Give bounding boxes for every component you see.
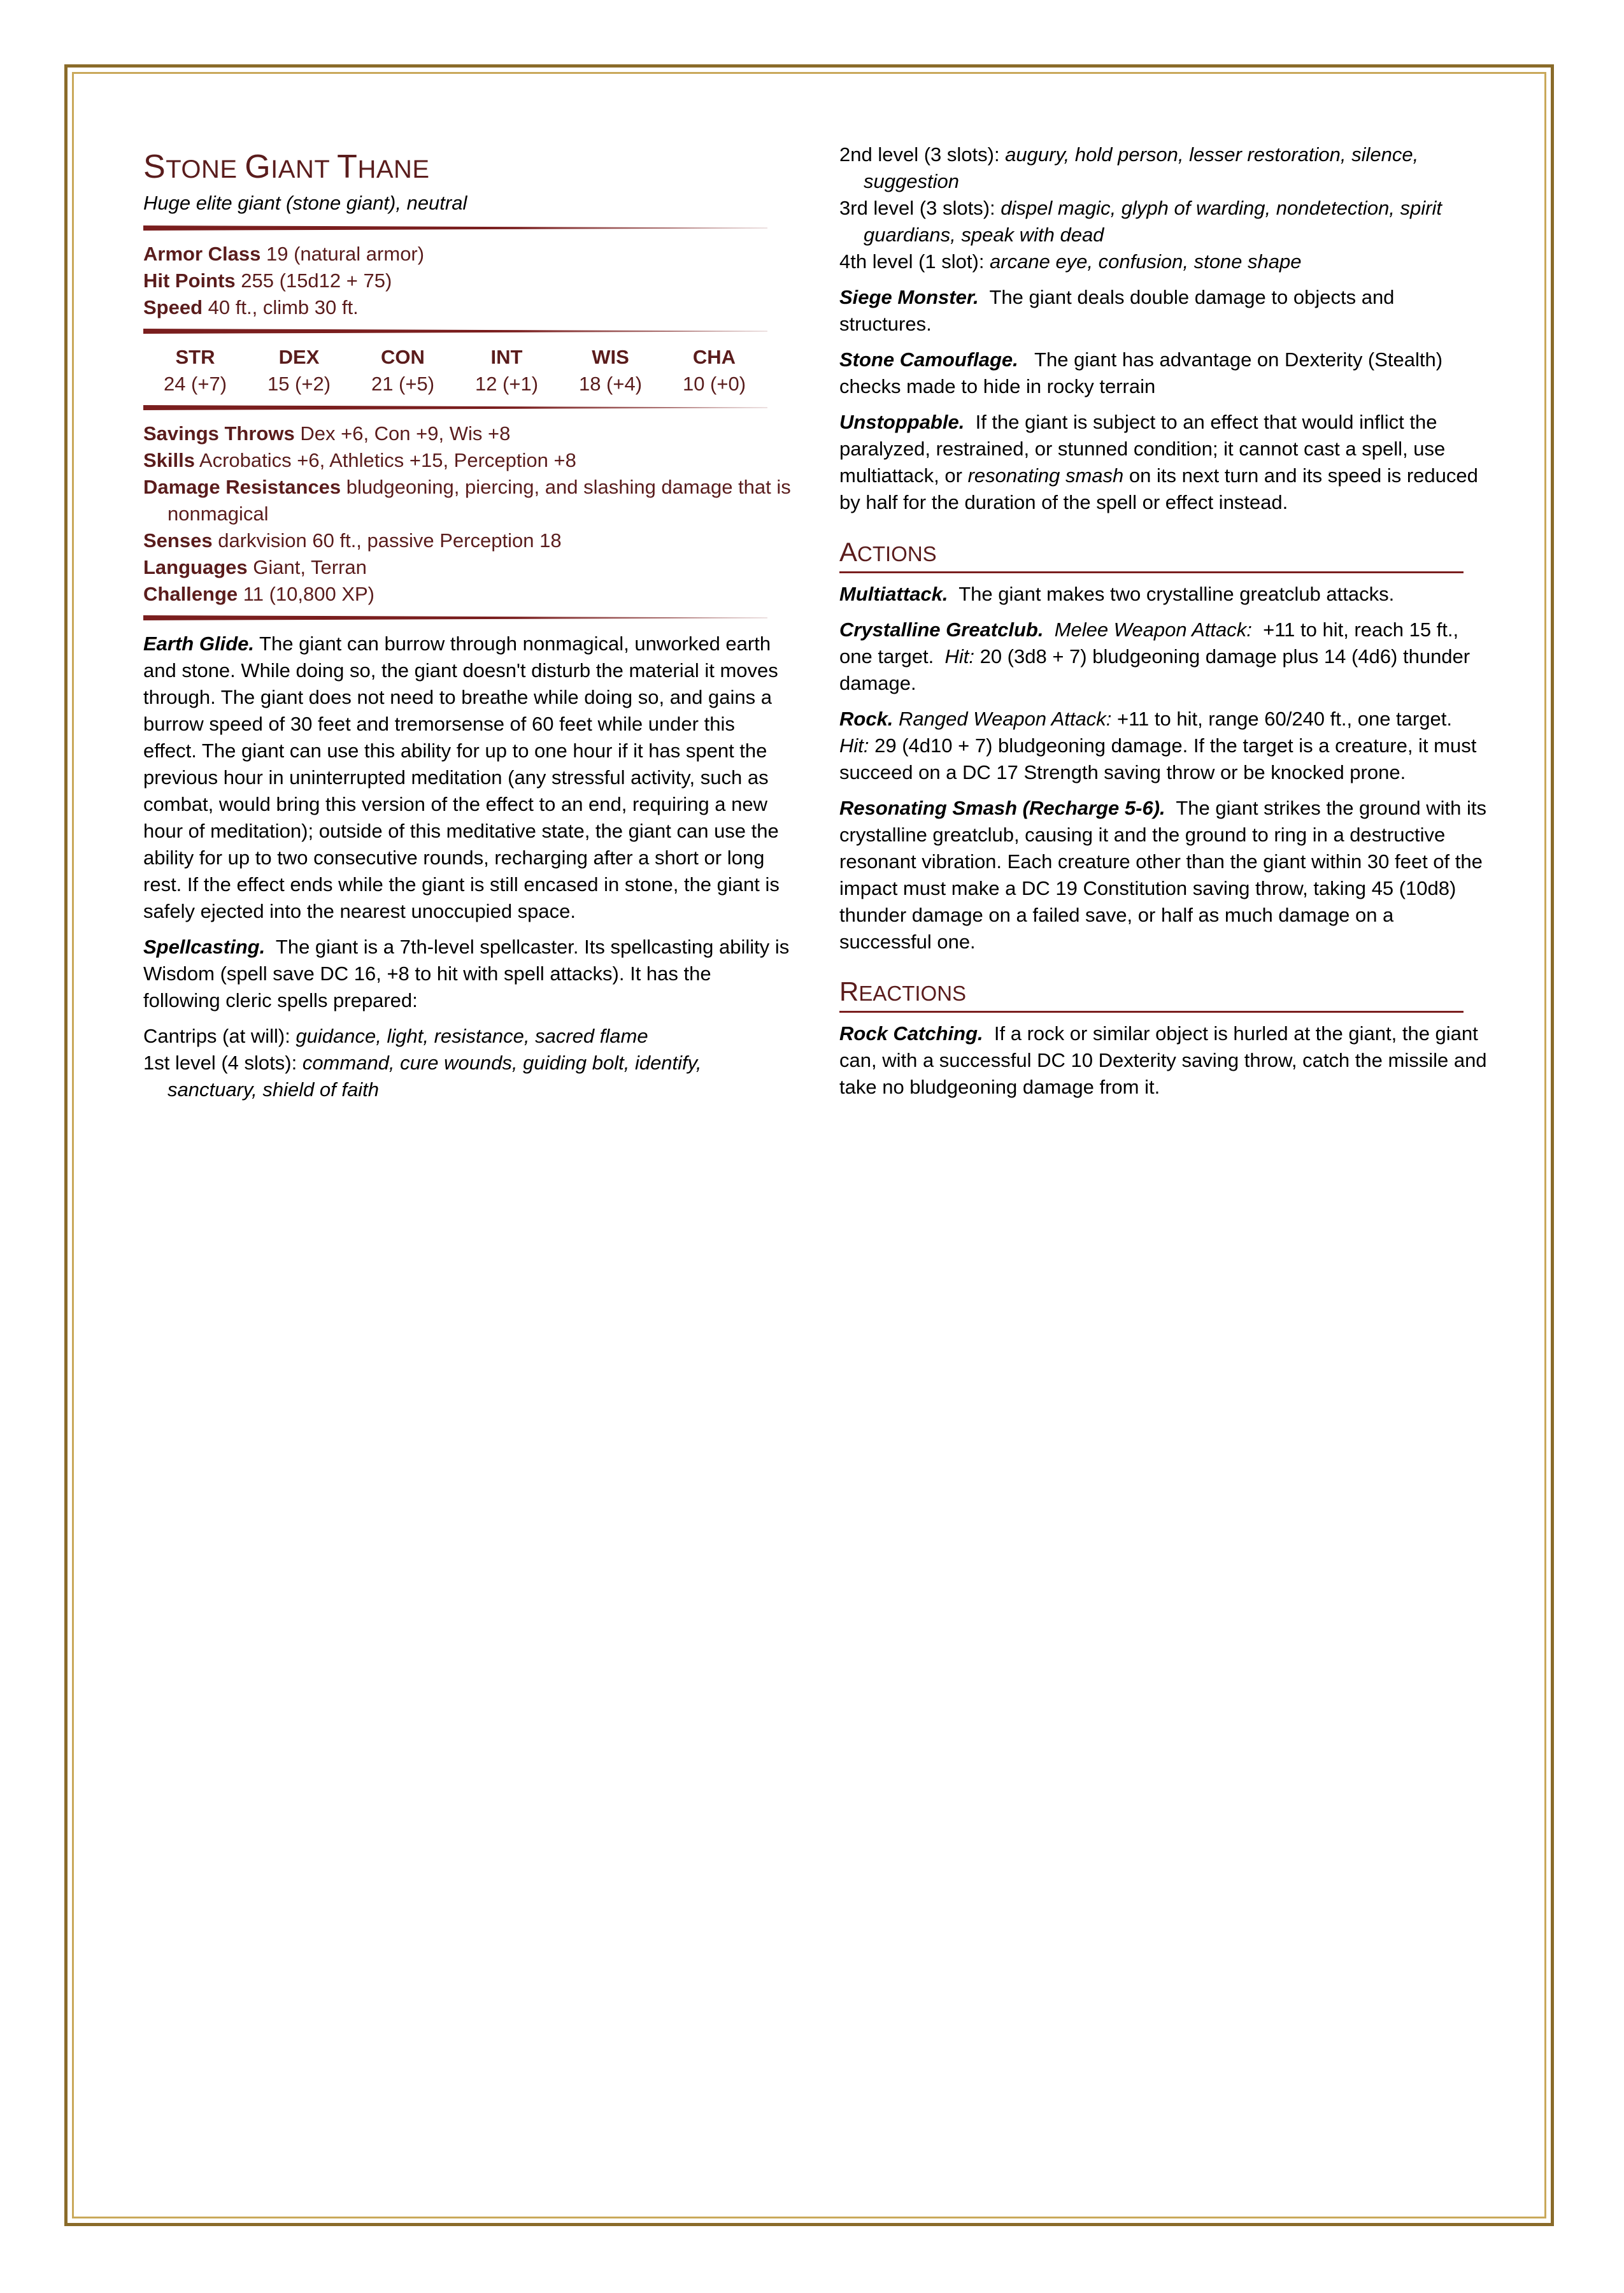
actions-heading: ACTIONS — [839, 535, 1464, 573]
trait-unstoppable: Unstoppable. If the giant is subject to an effect that would inflict the paralyzed, restrained, or stunned condition; it cannot cast a spell, use multiattack, or resonating smash on its next turn and its speed is reduced by half for the duration of the spell or effect instead. — [839, 411, 1478, 513]
stat-block-left-column — [143, 141, 793, 1103]
action-multiattack: Multiattack. The giant makes two crystalline greatclub attacks. — [839, 583, 1395, 605]
spell-list-2nd: 2nd level (3 slots): augury, hold person, lesser restoration, silence, suggestion — [839, 143, 1419, 192]
skills: Skills Acrobatics +6, Athletics +15, Perception +8 — [143, 449, 576, 471]
divider — [143, 329, 767, 334]
stat-block-right-column — [839, 141, 1489, 1110]
divider — [143, 225, 767, 231]
hit-points: Hit Points 255 (15d12 + 75) — [143, 269, 392, 292]
languages: Languages Giant, Terran — [143, 556, 367, 578]
spell-list-3rd: 3rd level (3 slots): dispel magic, glyph of warding, nondetection, spirit guardians, speak with dead — [839, 197, 1442, 246]
reaction-rock-catching: Rock Catching. If a rock or similar object is hurled at the giant, the giant can, with a successful DC 10 Dexterity saving throw, catch the missile and take no bludgeoning damage from it. — [839, 1022, 1487, 1098]
damage-resistances: Damage Resistances bludgeoning, piercing, and slashing damage that is nonmagical — [143, 476, 791, 525]
trait-siege-monster: Siege Monster. The giant deals double damage to objects and structures. — [839, 286, 1395, 335]
ability-wis: WIS 18 (+4) — [578, 346, 643, 395]
action-rock: Rock. Ranged Weapon Attack: +11 to hit, range 60/240 ft., one target. Hit: 29 (4d10 + 7) bludgeoning damage. If the target is a creature, it must succeed on a DC 17 Strength saving throw or be knocked prone. — [839, 708, 1477, 783]
divider — [143, 615, 767, 620]
ability-int: INT 12 (+1) — [474, 346, 539, 395]
ability-dex: DEX 15 (+2) — [267, 346, 331, 395]
spell-list-4th: 4th level (1 slot): arcane eye, confusion, stone shape — [839, 250, 1302, 273]
trait-spellcasting: Spellcasting. The giant is a 7th-level spellcaster. Its spellcasting ability is Wisdom (spell save DC 16, +8 to hit with spell attacks). It has the following cleric spells prepared: — [143, 936, 790, 1011]
ability-con: CON 21 (+5) — [371, 346, 435, 395]
spell-list-1st: 1st level (4 slots): command, cure wounds, guiding bolt, identify, sanctuary, shield of faith — [143, 1052, 702, 1101]
trait-stone-camouflage: Stone Camouflage. The giant has advantage on Dexterity (Stealth) checks made to hide in rocky terrain — [839, 348, 1443, 397]
monster-type: Huge elite giant (stone giant), neutral — [143, 192, 467, 214]
ability-scores — [143, 344, 767, 397]
trait-earth-glide: Earth Glide. The giant can burrow through nonmagical, unworked earth and stone. While doing so, the giant doesn't disturb the material it moves through. The giant does not need to breathe while doing so, and gains a burrow speed of 30 feet and tremorsense of 60 feet while under this effect. The giant can use this ability for up to one hour if it has spent the previous hour in uninterrupted meditation (any stressful activity, such as combat, would bring this version of the effect to an end, requiring a new hour of meditation); outside of this meditative state, the giant can use the ability for up to two consecutive rounds, recharging after a short or long rest. If the effect ends while the giant is still encased in stone, the giant is safely ejected into the nearest unoccupied space. — [143, 632, 780, 922]
action-crystalline-greatclub: Crystalline Greatclub. Melee Weapon Attack: +11 to hit, reach 15 ft., one target. Hit: 20 (3d8 + 7) bludgeoning damage plus 14 (4d6) thunder damage. — [839, 618, 1471, 694]
monster-name: STONE GIANT THANE — [143, 148, 430, 185]
ability-cha: CHA 10 (+0) — [682, 346, 746, 395]
reactions-heading: REACTIONS — [839, 975, 1464, 1013]
armor-class: Armor Class 19 (natural armor) — [143, 243, 425, 265]
speed: Speed 40 ft., climb 30 ft. — [143, 296, 359, 318]
saving-throws: Savings Throws Dex +6, Con +9, Wis +8 — [143, 422, 511, 445]
senses: Senses darkvision 60 ft., passive Perception 18 — [143, 529, 562, 552]
spell-list-cantrips: Cantrips (at will): guidance, light, resistance, sacred flame — [143, 1025, 648, 1047]
ability-str: STR 24 (+7) — [163, 346, 227, 395]
action-resonating-smash: Resonating Smash (Recharge 5-6). The giant strikes the ground with its crystalline greatclub, causing it and the ground to ring in a destructive resonant vibration. Each creature other than the giant within 30 feet of the impact must make a DC 19 Constitution saving throw, taking 45 (10d8) thunder damage on a failed save, or half as much damage on a successful one. — [839, 797, 1486, 953]
challenge: Challenge 11 (10,800 XP) — [143, 583, 375, 605]
divider — [143, 405, 767, 410]
